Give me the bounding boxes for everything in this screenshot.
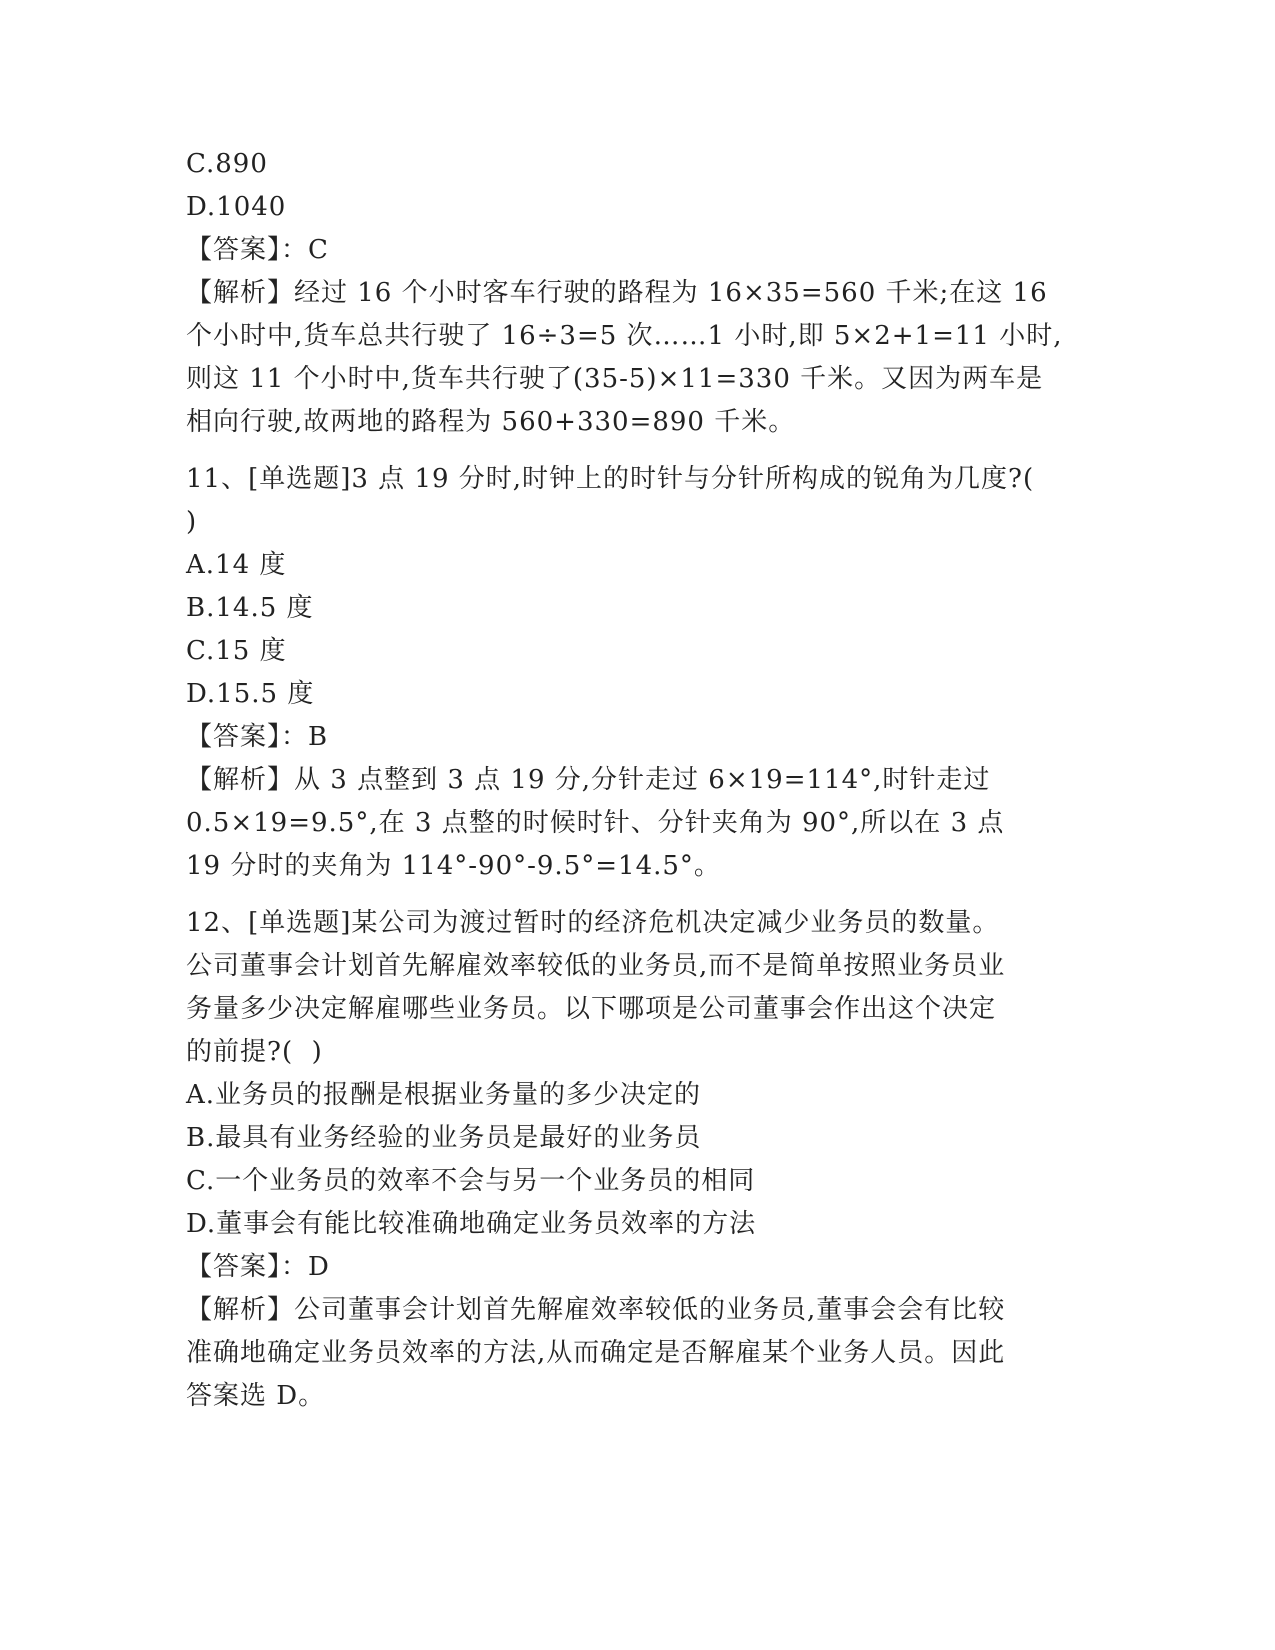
option-d: D.15.5 度 — [186, 679, 315, 709]
analysis-line: 答案选 D。 — [186, 1381, 326, 1411]
option-d: D.1040 — [186, 192, 287, 222]
option-a: A.14 度 — [186, 550, 287, 580]
option-a: A.业务员的报酬是根据业务量的多少决定的 — [186, 1080, 702, 1110]
answer-line: 【答案】：C — [186, 235, 329, 265]
option-c: C.890 — [186, 149, 268, 179]
question-stem: ) — [186, 507, 198, 537]
question-11 — [186, 458, 1086, 888]
analysis-line: 【解析】公司董事会计划首先解雇效率较低的业务员,董事会会有比较 — [186, 1295, 1006, 1325]
analysis-line: 准确地确定业务员效率的方法,从而确定是否解雇某个业务人员。因此 — [186, 1338, 1006, 1368]
answer-line: 【答案】：D — [186, 1252, 330, 1282]
question-12 — [186, 902, 1086, 1418]
question-stem: 的前提?( ) — [186, 1037, 323, 1067]
answer-line: 【答案】：B — [186, 722, 329, 752]
document-page — [186, 143, 1086, 1418]
analysis-line: 0.5×19=9.5°,在 3 点整的时候时针、分针夹角为 90°,所以在 3 点 — [186, 808, 1005, 838]
option-b: B.14.5 度 — [186, 593, 314, 623]
question-stem: 公司董事会计划首先解雇效率较低的业务员,而不是简单按照业务员业 — [186, 951, 1006, 981]
analysis-line: 19 分时的夹角为 114°-90°-9.5°=14.5°。 — [186, 851, 721, 881]
option-c: C.一个业务员的效率不会与另一个业务员的相同 — [186, 1166, 756, 1196]
analysis-line: 【解析】经过 16 个小时客车行驶的路程为 16×35=560 千米;在这 16 — [186, 278, 1048, 308]
question-stem: 12、[单选题]某公司为渡过暂时的经济危机决定减少业务员的数量。 — [186, 908, 1000, 938]
question-stem: 11、[单选题]3 点 19 分时,时钟上的时针与分针所构成的锐角为几度?( — [186, 464, 1035, 494]
option-c: C.15 度 — [186, 636, 287, 666]
question-stem: 务量多少决定解雇哪些业务员。以下哪项是公司董事会作出这个决定 — [186, 994, 997, 1024]
analysis-line: 个小时中,货车总共行驶了 16÷3=5 次……1 小时,即 5×2+1=11 小时, — [186, 321, 1063, 351]
analysis-line: 【解析】从 3 点整到 3 点 19 分,分针走过 6×19=114°,时针走过 — [186, 765, 991, 795]
analysis-line: 相向行驶,故两地的路程为 560+330=890 千米。 — [186, 407, 796, 437]
analysis-line: 则这 11 个小时中,货车共行驶了(35-5)×11=330 千米。又因为两车是 — [186, 364, 1044, 394]
option-d: D.董事会有能比较准确地确定业务员效率的方法 — [186, 1209, 757, 1239]
question-10-tail — [186, 143, 1086, 444]
option-b: B.最具有业务经验的业务员是最好的业务员 — [186, 1123, 702, 1153]
